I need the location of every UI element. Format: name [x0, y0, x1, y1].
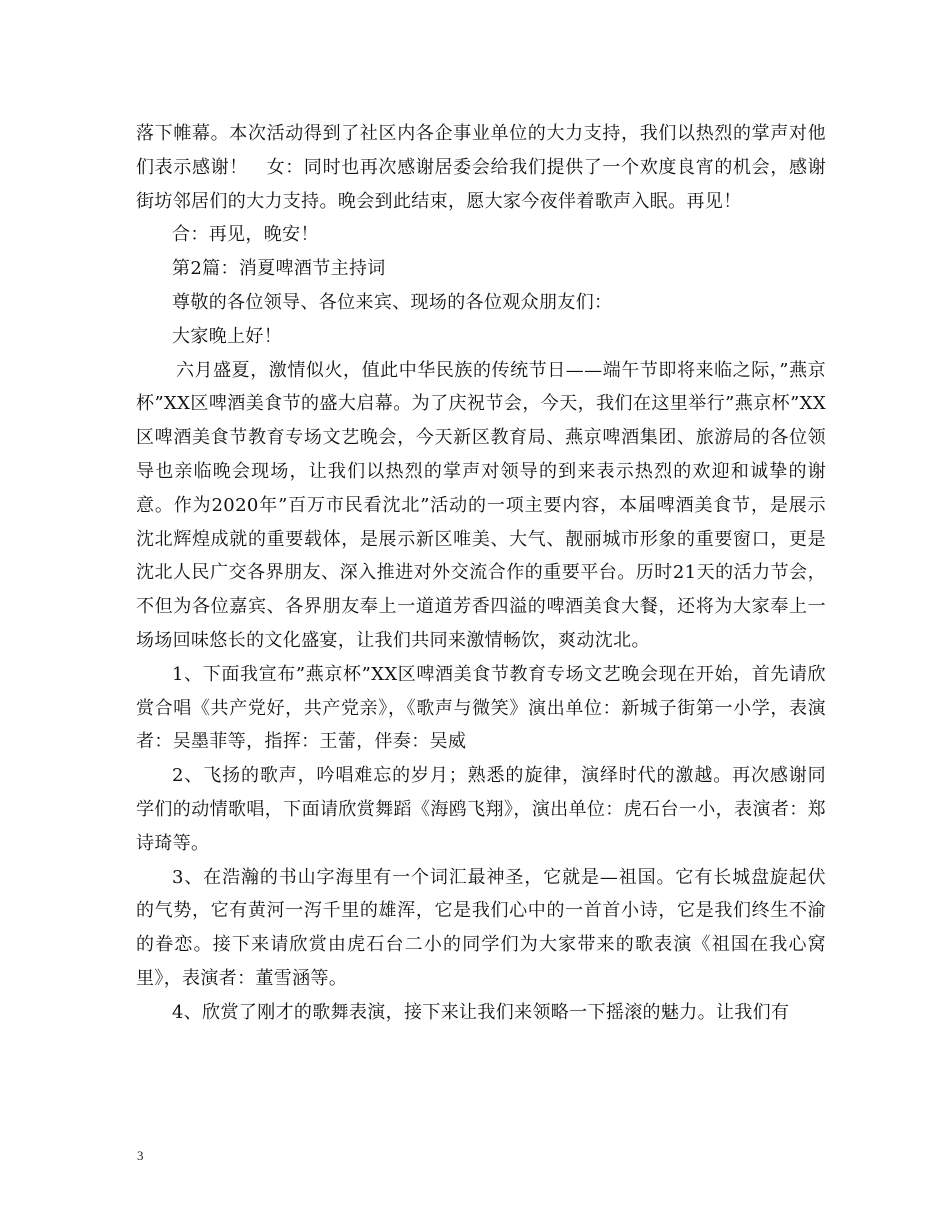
section-heading: 第2篇：消夏啤酒节主持词 — [172, 258, 386, 280]
paragraph-item-2: 2、飞扬的歌声，吟唱难忘的岁月；熟悉的旋律，演绎时代的激越。再次感谢同学们的动情歌唱，下面请欣赏舞蹈《海鸥飞翔》，演出单位：虎石台一小，表演者：郑诗琦等。 — [136, 765, 826, 854]
page-number: 3 — [137, 1148, 144, 1163]
paragraph-opening: 六月盛夏，激情似火，值此中华民族的传统节日——端午节即将来临之际，”燕京杯”XX区啤酒美食节的盛大启幕。为了庆祝节会，今天，我们在这里举行”燕京杯”XX区啤酒美食节教育专场文艺晚会，今天新区教育局、燕京啤酒集团、旅游局的各位领导也亲临晚会现场，让我们以热烈的掌声对领导的到来表示热烈的欢迎和诚挚的谢意。作为2020年”百万市民看沈北”活动的一项主要内容，本届啤酒美食节，是展示沈北辉煌成就的重要载体，是展示新区唯美、大气、靓丽城市形象的重要窗口，更是沈北人民广交各界朋友、深入推进对外交流合作的重要平台。历时21天的活力节会，不但为各位嘉宾、各界朋友奉上一道道芳香四溢的啤酒美食大餐，还将为大家奉上一场场回味悠长的文化盛宴，让我们共同来激情畅饮，爽动沈北。 — [136, 359, 826, 651]
paragraph-greeting: 大家晚上好！ — [172, 325, 283, 347]
paragraph-item-1: 1、下面我宣布”燕京杯”XX区啤酒美食节教育专场文艺晚会现在开始，首先请欣赏合唱《共产党好，共产党亲》，《歌声与微笑》演出单位：新城子街第一小学，表演者：吴墨菲等，指挥：王蕾，伴奏：吴威 — [136, 663, 826, 753]
paragraph-continuation: 落下帷幕。本次活动得到了社区内各企事业单位的大力支持，我们以热烈的掌声对他们表示感谢！ 女：同时也再次感谢居委会给我们提供了一个欢度良宵的机会，感谢街坊邻居们的大力支持。晚会到此结束，愿大家今夜伴着歌声入眠。再见！ — [136, 123, 826, 212]
paragraph-salutation: 尊敬的各位领导、各位来宾、现场的各位观众朋友们： — [172, 291, 613, 313]
paragraph-item-3: 3、在浩瀚的书山字海里有一个词汇最神圣，它就是—祖国。它有长城盘旋起伏的气势，它有黄河一泻千里的雄浑，它是我们心中的一首首小诗，它是我们终生不渝的眷恋。接下来请欣赏由虎石台二小的同学们为大家带来的歌表演《祖国在我心窝里》，表演者：董雪涵等。 — [136, 866, 826, 989]
document-body — [136, 117, 826, 1030]
paragraph-farewell: 合：再见，晚安！ — [172, 224, 319, 246]
paragraph-item-4: 4、欣赏了刚才的歌舞表演，接下来让我们来领略一下摇滚的魅力。让我们有 — [172, 1001, 790, 1023]
